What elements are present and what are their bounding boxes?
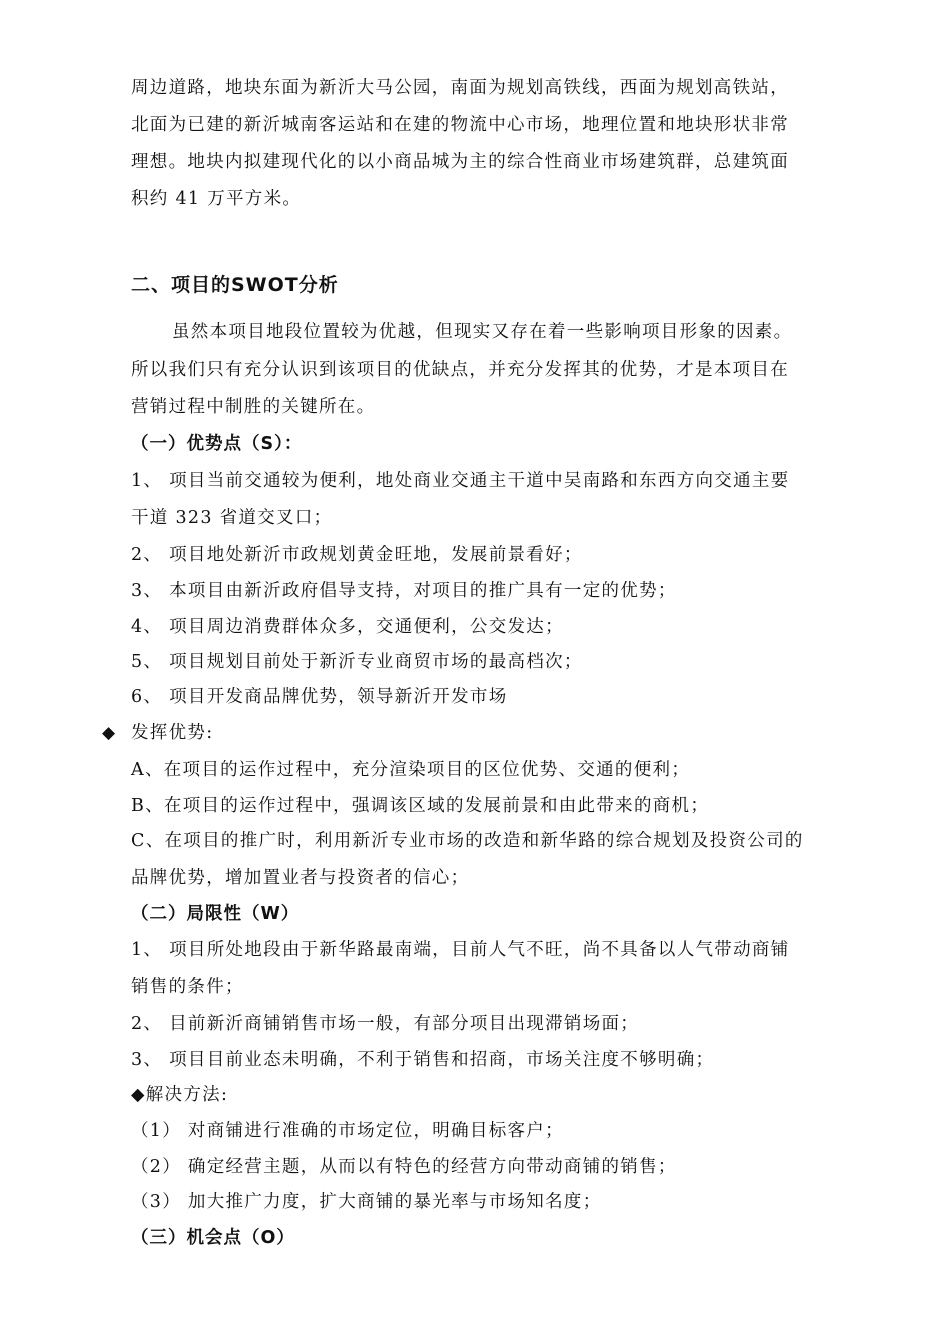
strength-item-5: 5、 项目规划目前处于新沂专业商贸市场的最高档次； (131, 652, 583, 672)
solution-heading: ◆解决方法: (131, 1085, 229, 1105)
weaknesses-heading: （二）局限性（W） (131, 904, 300, 924)
intro-line-3: 理想。地块内拟建现代化的以小商品城为主的综合性商业市场建筑群，总建筑面 (131, 152, 789, 172)
intro-line-2: 北面为已建的新沂城南客运站和在建的物流中心市场，地理位置和地块形状非常 (131, 115, 789, 135)
leverage-item-c-line-1: C、在项目的推广时，利用新沂专业市场的改造和新华路的综合规划及投资公司的 (131, 831, 804, 851)
weakness-item-3: 3、 项目目前业态未明确，不利于销售和招商，市场关注度不够明确； (131, 1050, 715, 1070)
swot-paragraph-line-3: 营销过程中制胜的关键所在。 (131, 397, 376, 417)
section-heading-swot: 二、项目的SWOT分析 (131, 274, 339, 296)
strengths-heading: （一）优势点（S）： (131, 434, 303, 454)
weakness-item-1-line-2: 销售的条件； (131, 977, 244, 997)
diamond-icon: ◆ (102, 723, 116, 743)
strength-item-3: 3、 本项目由新沂政府倡导支持，对项目的推广具有一定的优势； (131, 581, 677, 601)
leverage-item-a: A、在项目的运作过程中，充分渲染项目的区位优势、交通的便利； (131, 760, 691, 780)
strength-item-1-line-2: 干道 323 省道交叉口； (131, 508, 333, 528)
solution-item-3: （3） 加大推广力度，扩大商铺的暴光率与市场知名度； (131, 1192, 602, 1212)
strength-item-1-line-1: 1、 项目当前交通较为便利，地处商业交通主干道中吴南路和东西方向交通主要 (131, 471, 790, 491)
intro-line-4: 积约 41 万平方米。 (131, 189, 302, 209)
intro-line-1: 周边道路，地块东面为新沂大马公园，南面为规划高铁线，西面为规划高铁站， (131, 78, 789, 98)
weakness-item-2: 2、 目前新沂商铺销售市场一般，有部分项目出现滞销场面； (131, 1014, 640, 1034)
strength-item-2: 2、 项目地处新沂市政规划黄金旺地，发展前景看好； (131, 545, 583, 565)
leverage-heading: 发挥优势: (131, 723, 214, 743)
swot-paragraph-line-1: 虽然本项目地段位置较为优越，但现实又存在着一些影响项目形象的因素。 (172, 322, 793, 342)
solution-item-1: （1） 对商铺进行准确的市场定位，明确目标客户； (131, 1121, 564, 1141)
leverage-item-b: B、在项目的运作过程中，强调该区域的发展前景和由此带来的商机； (131, 796, 710, 816)
leverage-item-c-line-2: 品牌优势，增加置业者与投资者的信心； (131, 868, 470, 888)
strength-item-6: 6、 项目开发商品牌优势，领导新沂开发市场 (131, 687, 508, 707)
weakness-item-1-line-1: 1、 项目所处地段由于新华路最南端，目前人气不旺，尚不具备以人气带动商铺 (131, 940, 790, 960)
solution-item-2: （2） 确定经营主题，从而以有特色的经营方向带动商铺的销售； (131, 1157, 677, 1177)
strength-item-4: 4、 项目周边消费群体众多，交通便利，公交发达； (131, 617, 564, 637)
swot-paragraph-line-2: 所以我们只有充分认识到该项目的优缺点，并充分发挥其的优势，才是本项目在 (131, 360, 789, 380)
opportunities-heading: （三）机会点（O） (131, 1228, 295, 1248)
